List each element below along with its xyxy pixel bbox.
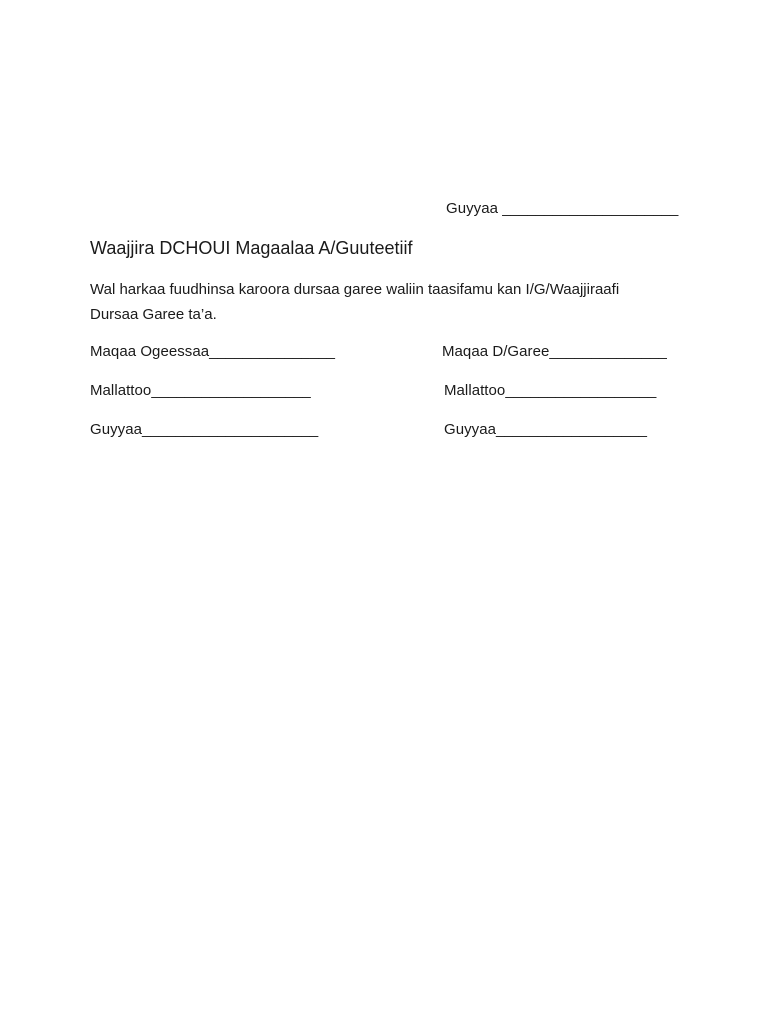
officer-signature-field: Mallattoo___________________ [90,382,311,399]
officer-name-field: Maqaa Ogeessaa_______________ [90,343,335,360]
team-leader-name-field: Maqaa D/Garee______________ [442,343,667,360]
date-line: Guyyaa _____________________ [446,200,679,217]
officer-date-field: Guyyaa_____________________ [90,421,319,438]
team-leader-date-field: Guyyaa__________________ [444,421,648,438]
body-line: Dursaa Garee ta’a. [90,306,217,323]
recipient-heading: Waajjira DCHOUI Magaalaa A/Guuteetiif [90,238,413,258]
team-leader-signature-field: Mallattoo__________________ [444,382,657,399]
body-paragraph [90,277,619,327]
body-line: Wal harkaa fuudhinsa karoora dursaa garee waliin taasifamu kan I/G/Waajjiraafi [90,281,620,298]
